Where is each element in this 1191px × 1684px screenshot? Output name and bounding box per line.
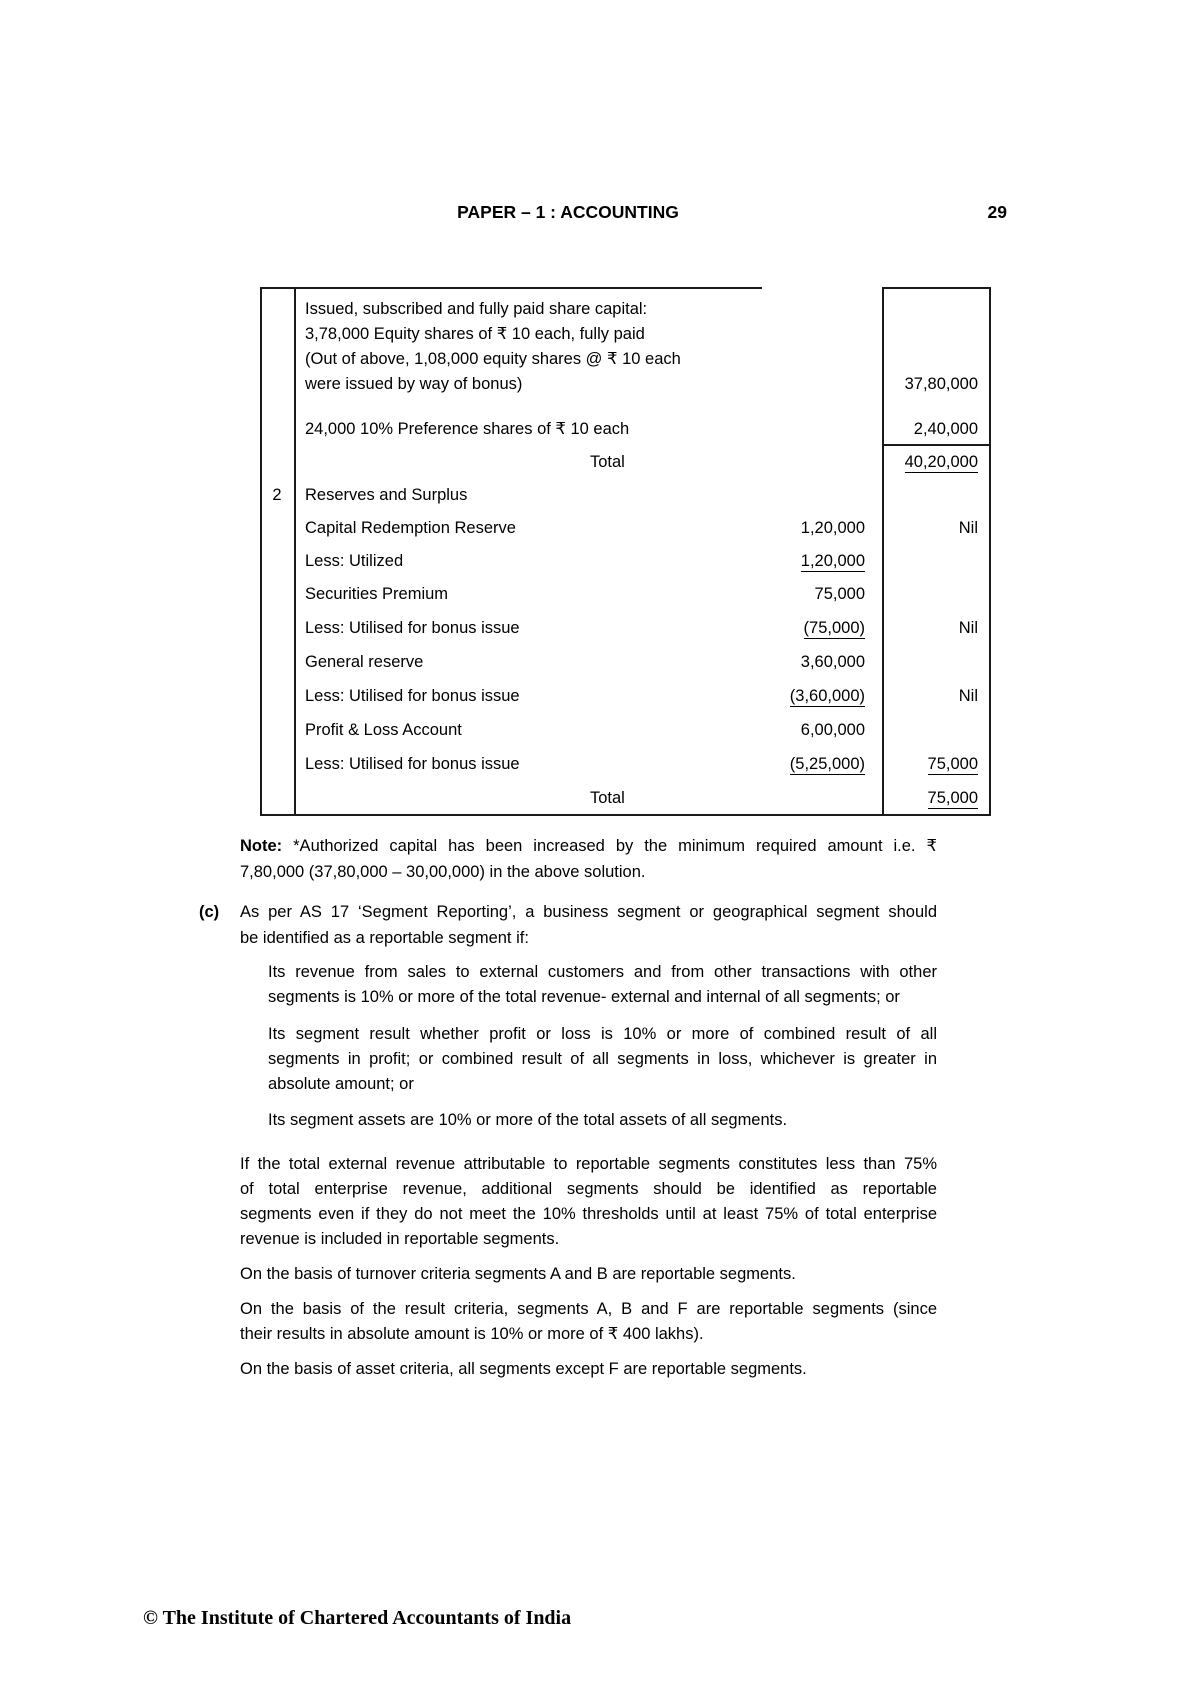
table-border-top-left (260, 287, 762, 289)
row-description-cell: 3,78,000 Equity shares of ₹ 10 each, fully paid (305, 325, 645, 343)
paragraph-turnover-criteria (240, 1262, 937, 1287)
paragraph-line: On the basis of asset criteria, all segments except F are reportable segments. (240, 1360, 807, 1378)
row-amount-main-cell: 75,000 (927, 789, 978, 807)
row-description-cell: Less: Utilised for bonus issue (305, 619, 520, 637)
share-capital-table (260, 287, 991, 816)
paragraph-line: their results in absolute amount is 10% or more of ₹ 400 lakhs). (240, 1325, 704, 1343)
row-description-cell: Issued, subscribed and fully paid share capital: (305, 300, 648, 318)
row-description-cell: Reserves and Surplus (305, 486, 468, 504)
row-amount-detail-cell: 1,20,000 (800, 552, 865, 570)
row-amount-detail-cell: (75,000) (803, 619, 865, 637)
page-number: 29 (987, 202, 1007, 222)
table-row (260, 786, 991, 811)
table-row (260, 549, 991, 574)
row-amount-detail-cell: 3,60,000 (800, 653, 865, 671)
table-row (260, 684, 991, 709)
row-description-cell: Securities Premium (305, 585, 449, 603)
row-amount-detail-cell: 75,000 (814, 585, 865, 603)
paragraph-result-criteria (240, 1297, 937, 1347)
paragraph-line: segments is 10% or more of the total revenue- external and internal of all segments; or (268, 988, 900, 1006)
row-number-cell: 2 (272, 486, 282, 504)
row-description-cell: General reserve (305, 653, 424, 671)
table-row (260, 372, 991, 397)
table-row (260, 322, 991, 347)
table-row (260, 516, 991, 541)
row-total-label: Total (590, 453, 625, 471)
row-amount-main-cell: 40,20,000 (904, 453, 978, 471)
row-description-cell: 24,000 10% Preference shares of ₹ 10 each (305, 420, 630, 438)
paragraph-line: On the basis of the result criteria, segments A, B and F are reportable segments (since (240, 1300, 937, 1318)
row-description-cell: (Out of above, 1,08,000 equity shares @ ₹ 10 each (305, 350, 681, 368)
row-description-cell: Profit & Loss Account (305, 721, 462, 739)
paragraph-line: absolute amount; or (268, 1075, 414, 1093)
note-text: *Authorized capital has been increased by the minimum required amount i.e. ₹ (293, 837, 937, 855)
row-description-cell: Less: Utilised for bonus issue (305, 755, 520, 773)
paragraph-line: Its revenue from sales to external customers and from other transactions with other (268, 963, 937, 981)
note-label: Note: (240, 837, 283, 855)
table-row (260, 417, 991, 442)
paragraph-asset-criteria (240, 1357, 937, 1382)
criterion-revenue (268, 960, 937, 1010)
paragraph-line: As per AS 17 ‘Segment Reporting’, a business segment or geographical segment should (240, 903, 937, 921)
page-title: PAPER – 1 : ACCOUNTING (457, 202, 679, 222)
row-amount-detail-cell: 6,00,000 (800, 721, 865, 739)
paragraph-line: If the total external revenue attributable to reportable segments constitutes less than 75% (240, 1155, 937, 1173)
paragraph-line: segments in profit; or combined result of all segments in loss, whichever is greater in (268, 1050, 937, 1068)
row-description-cell: were issued by way of bonus) (305, 375, 523, 393)
paragraph-line: Its segment result whether profit or loss is 10% or more of combined result of all (268, 1025, 937, 1043)
row-description-cell: Less: Utilised for bonus issue (305, 687, 520, 705)
table-row (260, 347, 991, 372)
paragraph-line: 7,80,000 (37,80,000 – 30,00,000) in the above solution. (240, 863, 646, 881)
row-amount-main-cell: Nil (958, 687, 978, 705)
table-row (260, 718, 991, 743)
table-row (260, 582, 991, 607)
table-row (260, 616, 991, 641)
paragraph-line (240, 833, 937, 859)
criterion-result (268, 1022, 937, 1097)
table-border-top-right (882, 287, 991, 289)
row-amount-main-cell: Nil (958, 619, 978, 637)
paragraph-75-percent-rule (240, 1152, 937, 1252)
row-amount-main-cell: 37,80,000 (904, 375, 978, 393)
table-row (260, 450, 991, 475)
row-amount-main-cell: 2,40,000 (913, 420, 978, 438)
paragraph-line: segments even if they do not meet the 10% thresholds until at least 75% of total enterprise (240, 1205, 937, 1223)
table-row (260, 650, 991, 675)
row-amount-detail-cell: (5,25,000) (789, 755, 865, 773)
table-row (260, 752, 991, 777)
row-total-label: Total (590, 789, 625, 807)
paragraph-line: be identified as a reportable segment if: (240, 929, 529, 947)
table-border-bottom (260, 814, 991, 816)
table-row (260, 297, 991, 322)
paragraph-line: revenue is included in reportable segments. (240, 1230, 560, 1248)
copyright-footer: © The Institute of Chartered Accountants of India (143, 1607, 572, 1629)
criterion-assets (268, 1108, 937, 1133)
table-row (260, 483, 991, 508)
table-subtotal-rule (882, 444, 991, 446)
row-amount-main-cell: Nil (958, 519, 978, 537)
row-amount-main-cell: 75,000 (927, 755, 978, 773)
note-paragraph (240, 833, 937, 885)
row-amount-detail-cell: (3,60,000) (789, 687, 865, 705)
row-description-cell: Capital Redemption Reserve (305, 519, 516, 537)
paragraph-line: Its segment assets are 10% or more of the total assets of all segments. (268, 1111, 788, 1129)
row-amount-detail-cell: 1,20,000 (800, 519, 865, 537)
section-c-label: (c) (199, 903, 220, 921)
row-description-cell: Less: Utilized (305, 552, 404, 570)
paragraph-line: On the basis of turnover criteria segments A and B are reportable segments. (240, 1265, 796, 1283)
paragraph-line: of total enterprise revenue, additional segments should be identified as reportable (240, 1180, 937, 1198)
section-c-paragraph (240, 899, 937, 951)
